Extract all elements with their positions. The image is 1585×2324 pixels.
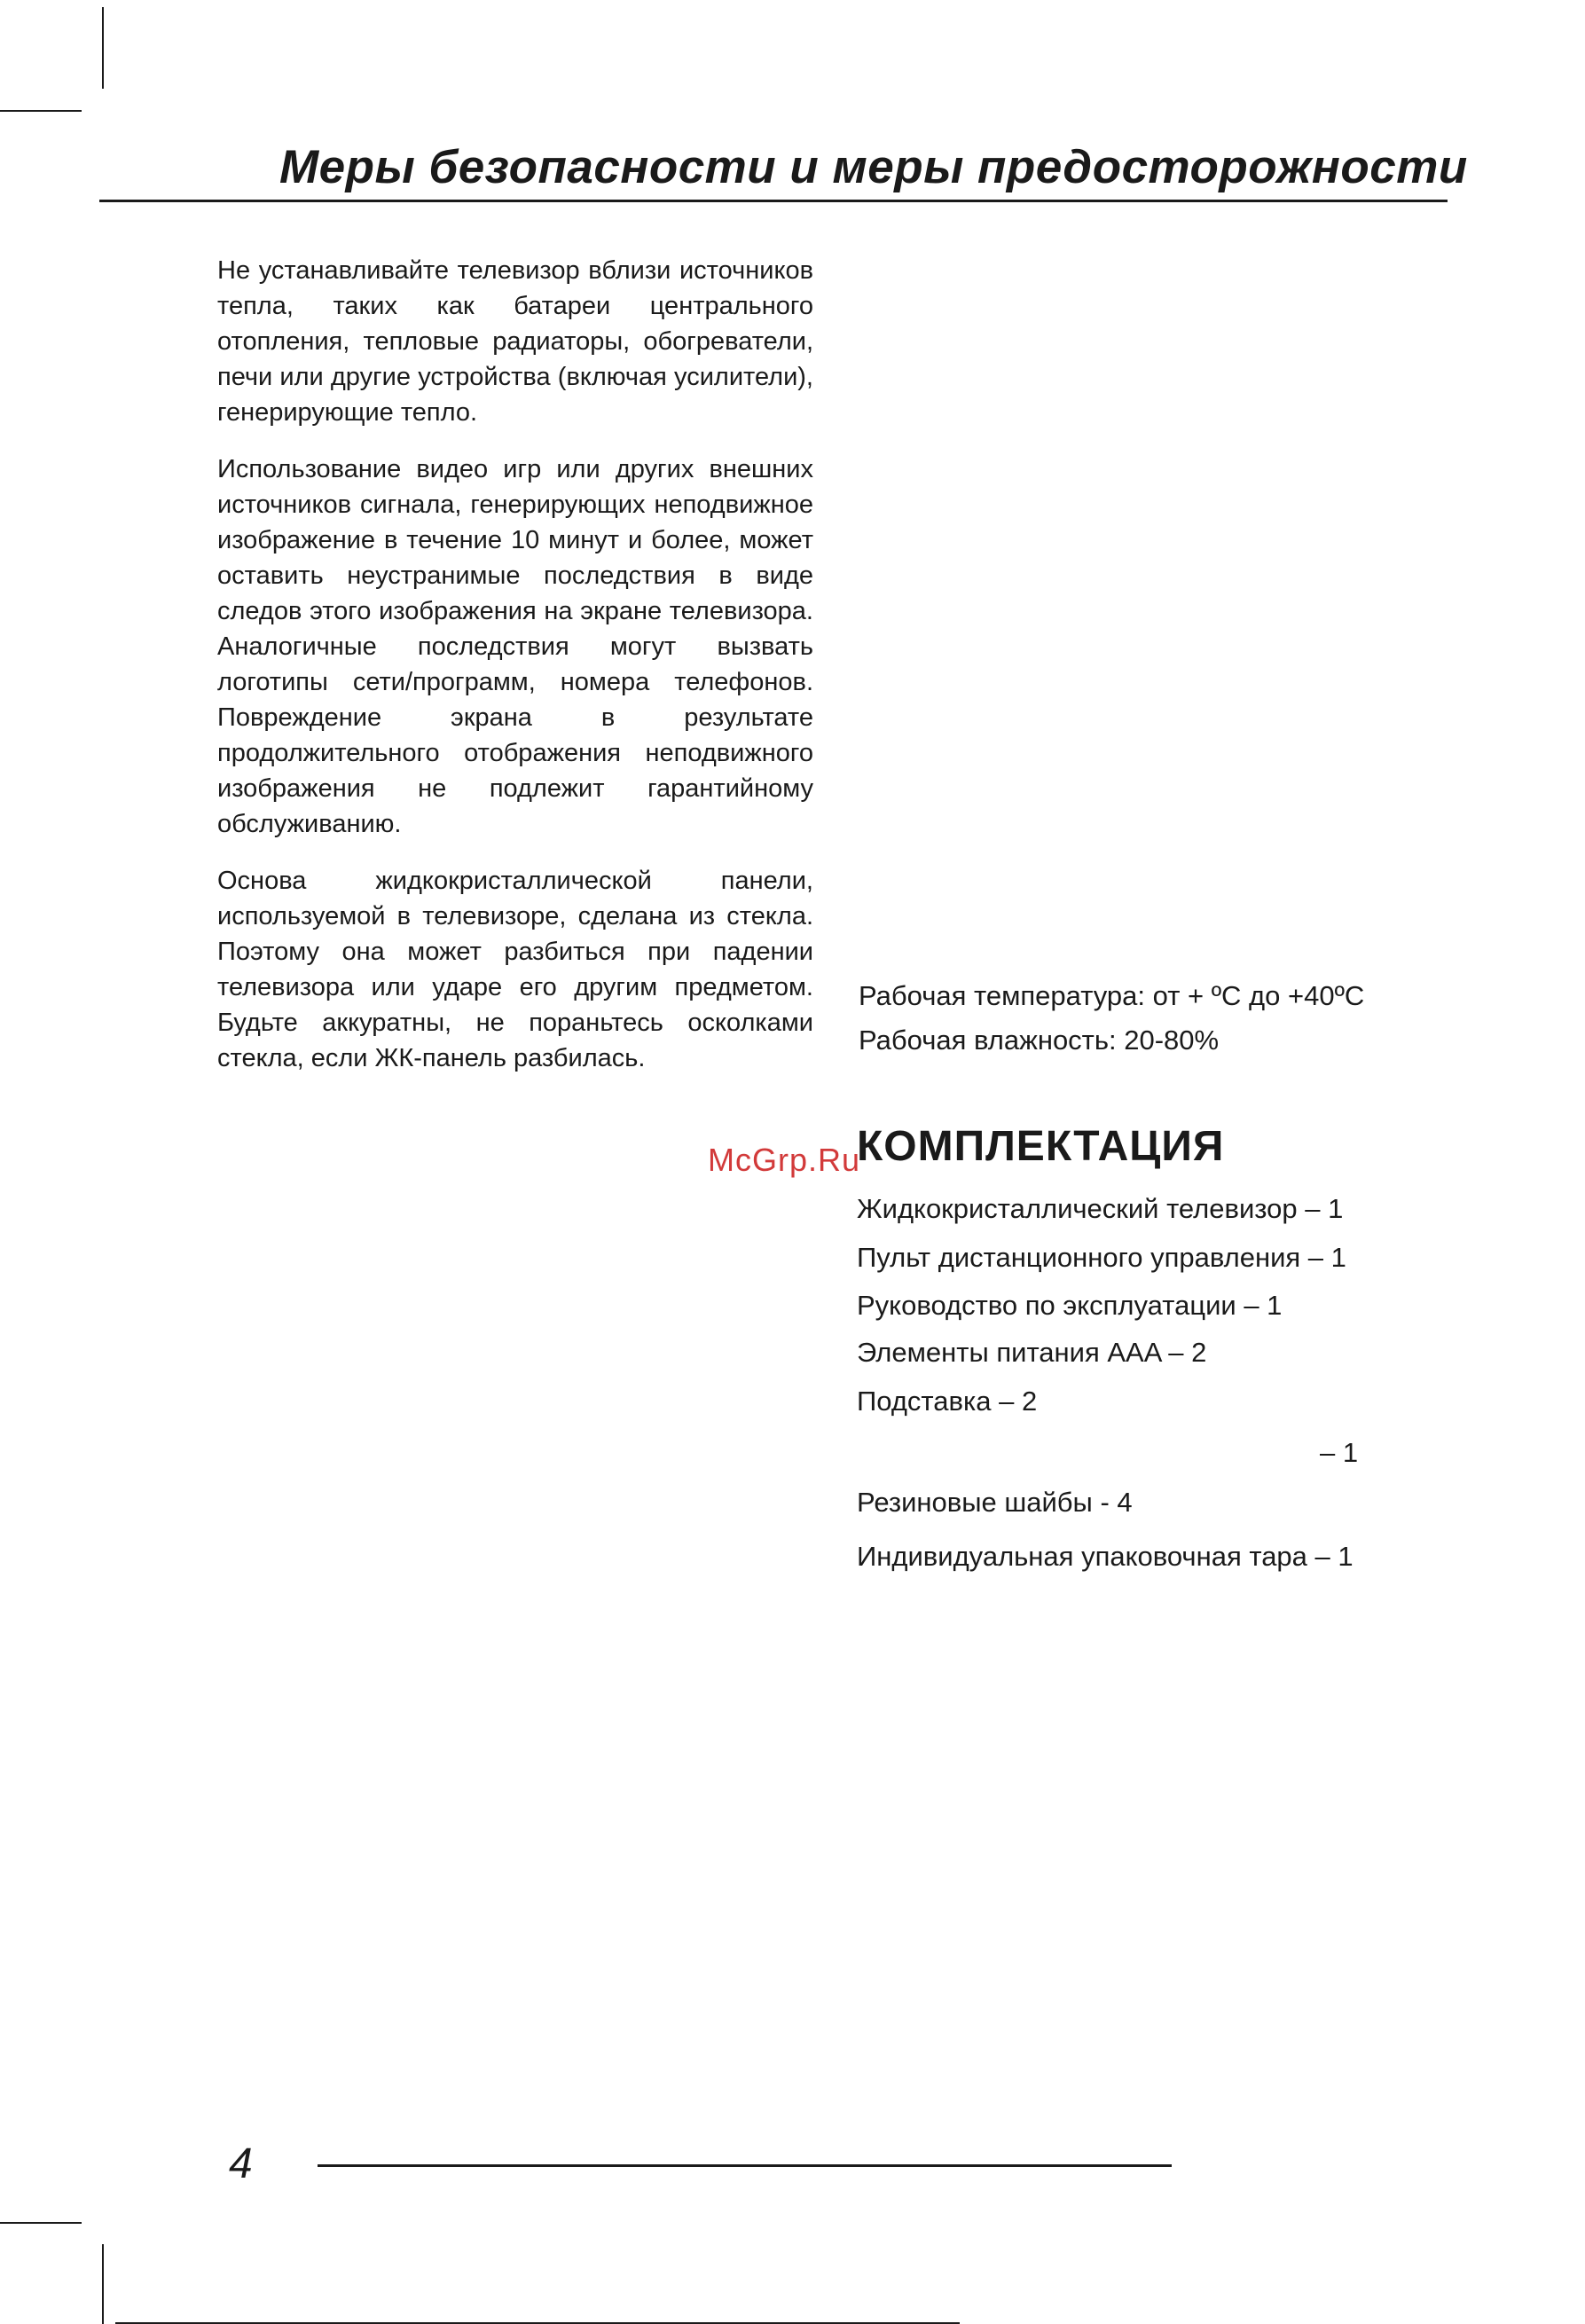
paragraph-heat-sources: Не устанавливайте телевизор вблизи источников тепла, таких как батареи центрального отопления, тепловые радиаторы, обогреватели, печи или другие устройства (включая усилители), генерирующие тепло. [217,256,813,427]
operating-temperature: Рабочая температура: от + ºС до +40ºС [859,980,1365,1011]
kit-item-remote: Пульт дистанционного управления – 1 [857,1242,1346,1273]
safety-text-column [217,253,813,1097]
page-number: 4 [229,2140,253,2187]
kit-item-manual: Руководство по эксплуатации – 1 [857,1290,1283,1321]
watermark: McGrp.Ru [708,1142,861,1178]
footer-divider [318,2164,1172,2167]
paragraph-glass-panel: Основа жидкокристаллической панели, используемой в телевизоре, сделана из стекла. Поэтому она может разбиться при падении телевизора или ударе его другим предметом. Будьте аккуратны, не пораньтесь осколками стекла, если ЖК-панель разбилась. [217,867,813,1072]
kit-item-rubber-washers: Резиновые шайбы - 4 [857,1487,1133,1518]
kit-item-batteries: Элементы питания AAA – 2 [857,1337,1207,1368]
kit-item-stand: Подставка – 2 [857,1386,1038,1417]
crop-mark-bottom-vertical [102,2244,104,2324]
kit-item-tv: Жидкокристаллический телевизор – 1 [857,1193,1344,1224]
kit-item-packaging: Индивидуальная упаковочная тара – 1 [857,1541,1354,1572]
crop-mark-top-horizontal [0,110,82,112]
crop-mark-bottom-horizontal [0,2222,82,2224]
operating-humidity: Рабочая влажность: 20-80% [859,1025,1220,1056]
header-divider [99,200,1448,202]
crop-mark-top-vertical [102,7,104,89]
page-title: Меры безопасности и меры предосторожности [279,141,1468,193]
kit-heading: КОМПЛЕКТАЦИЯ [857,1123,1225,1170]
kit-item-unlabeled-count: – 1 [1320,1437,1359,1468]
paragraph-static-image: Использование видео игр или других внешних источников сигнала, генерирующих неподвижное изображение в течение 10 минут и более, может оставить неустранимые последствия в виде следов этого изображения на экране телевизора. Аналогичные последствия могут вызвать логотипы сети/программ, номера телефонов. Повреждение экрана в результате продолжительного отображения неподвижного изображения не подлежит гарантийному обслуживанию. [217,455,813,838]
